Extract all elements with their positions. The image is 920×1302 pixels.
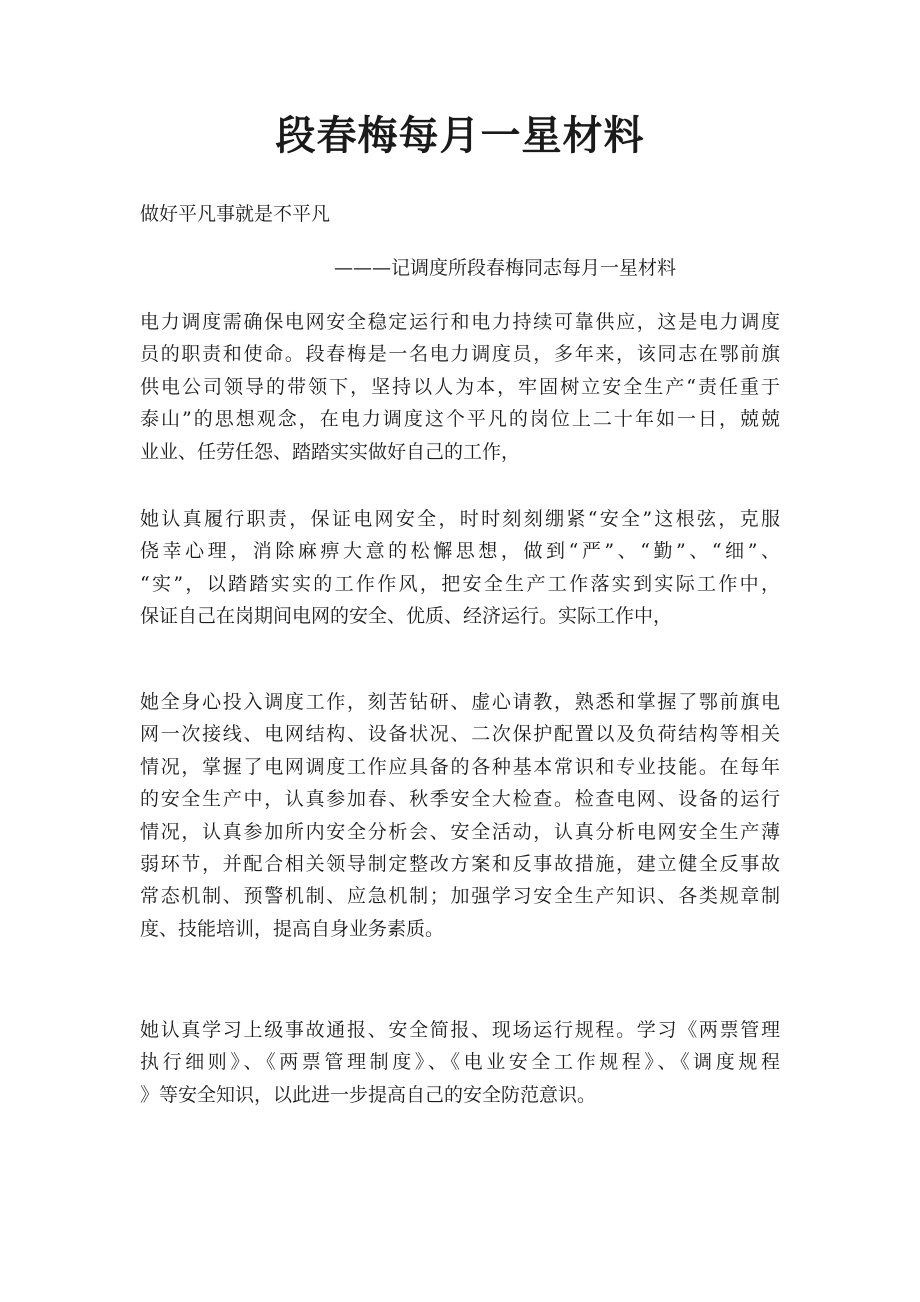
document-byline: ———记调度所段春梅同志每月一星材料 [333, 257, 676, 279]
paragraph-line: 情况，掌握了电网调度工作应具备的各种基本常识和专业技能。在每年 [140, 755, 780, 778]
paragraph-line: 网一次接线、电网结构、设备状况、二次保护配置以及负荷结构等相关 [140, 723, 780, 746]
paragraph-2 [140, 503, 780, 633]
paragraph-1 [140, 306, 780, 468]
paragraph-line: 执行细则》、《两票管理制度》、《电业安全工作规程》、《调度规程 [140, 1051, 780, 1074]
paragraph-4 [140, 1014, 780, 1111]
paragraph-line: 她全身心投入调度工作，刻苦钻研、虚心请教，熟悉和掌握了鄂前旗电 [140, 691, 780, 713]
paragraph-line: 供电公司领导的带领下，坚持以人为本，牢固树立安全生产“责任重于 [140, 375, 780, 398]
paragraph-line: 弱环节，并配合相关领导制定整改方案和反事故措施，建立健全反事故 [140, 852, 780, 875]
paragraph-line: 情况，认真参加所内安全分析会、安全活动，认真分析电网安全生产薄 [140, 820, 780, 843]
paragraph-line: 业业、任劳任怨、踏踏实实做好自己的工作， [140, 440, 521, 463]
paragraph-line: 侥幸心理，消除麻痹大意的松懈思想，做到“严”、“勤”、“细”、 [140, 540, 780, 563]
document-title: 段春梅每月一星材料 [275, 112, 645, 159]
paragraph-line: 她认真学习上级事故通报、安全简报、现场运行规程。学习《两票管理 [140, 1019, 780, 1041]
paragraph-line: 常态机制、预警机制、应急机制；加强学习安全生产知识、各类规章制 [140, 885, 780, 908]
paragraph-line: “实”，以踏踏实实的工作作风，把安全生产工作落实到实际工作中， [140, 572, 780, 595]
paragraph-line: 电力调度需确保电网安全稳定运行和电力持续可靠供应，这是电力调度 [140, 311, 780, 333]
paragraph-line: 度、技能培训，提高自身业务素质。 [140, 917, 445, 940]
document-subtitle: 做好平凡事就是不平凡 [140, 203, 331, 225]
paragraph-line: 》等安全知识，以此进一步提高自己的安全防范意识。 [140, 1083, 597, 1106]
paragraph-line: 的安全生产中，认真参加春、秋季安全大检查。检查电网、设备的运行 [140, 788, 780, 811]
paragraph-line: 她认真履行职责，保证电网安全，时时刻刻绷紧“安全”这根弦，克服 [140, 508, 780, 530]
paragraph-line: 泰山”的思想观念，在电力调度这个平凡的岗位上二十年如一日，兢兢 [140, 408, 780, 431]
paragraph-3 [140, 686, 780, 945]
paragraph-line: 员的职责和使命。段春梅是一名电力调度员，多年来，该同志在鄂前旗 [140, 343, 780, 366]
paragraph-line: 保证自己在岗期间电网的安全、优质、经济运行。实际工作中， [140, 605, 673, 628]
